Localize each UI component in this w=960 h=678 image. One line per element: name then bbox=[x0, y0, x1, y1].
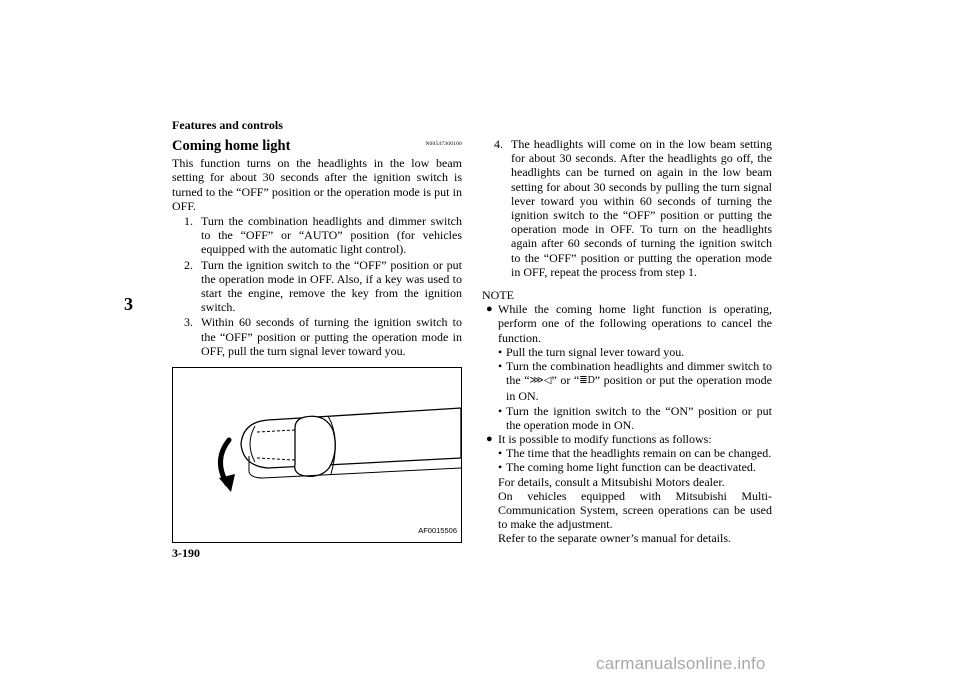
sub-text bbox=[506, 359, 772, 404]
step-number: 1. bbox=[184, 214, 193, 229]
sub-text: The coming home light function can be deactivated. bbox=[506, 460, 756, 475]
list-item bbox=[498, 446, 772, 460]
list-item bbox=[498, 345, 772, 359]
page-header: Features and controls bbox=[172, 118, 283, 132]
left-column bbox=[172, 137, 462, 543]
steps-list bbox=[172, 214, 462, 358]
right-column bbox=[482, 137, 772, 546]
chapter-marker: 3 bbox=[124, 294, 133, 314]
note-item bbox=[482, 302, 772, 432]
sub-text-part: Turn the combination headlights and dimmer switch to the “ bbox=[506, 359, 772, 388]
high-beam-icon: ≣D bbox=[579, 375, 595, 387]
sub-text: The time that the headlights remain on can be changed. bbox=[506, 446, 772, 461]
sub-bullet-icon: • bbox=[498, 460, 503, 475]
note-paragraph: Refer to the separate owner’s manual for details. bbox=[498, 531, 732, 546]
sub-bullet-icon: • bbox=[498, 403, 503, 418]
section-title: Coming home light bbox=[172, 138, 291, 154]
sub-bullet-icon: • bbox=[498, 446, 503, 461]
note-heading: NOTE bbox=[482, 288, 514, 303]
sub-text: Pull the turn signal lever toward you. bbox=[506, 344, 685, 359]
list-item bbox=[498, 404, 772, 432]
turn-signal-lever-icon bbox=[173, 368, 461, 542]
steps-list-continued bbox=[482, 137, 772, 279]
section-title-row bbox=[172, 137, 462, 153]
bullet-icon: ● bbox=[486, 303, 493, 316]
step-number: 4. bbox=[494, 137, 503, 151]
step-text: Within 60 seconds of turning the ignition switch to the “OFF” position or putting the operation mode in OFF, pull the turn signal lever toward you. bbox=[201, 315, 462, 358]
note-text: It is possible to modify functions as follows: bbox=[498, 432, 712, 447]
step-number: 3. bbox=[184, 315, 193, 330]
note-item bbox=[482, 432, 772, 546]
intro-paragraph: This function turns on the headlights in the low beam setting for about 30 seconds after the ignition switch is turned to the “OFF” position or the operation mode is put in OFF. bbox=[172, 156, 462, 213]
page-number: 3-190 bbox=[172, 546, 200, 560]
sub-bullet-icon: • bbox=[498, 344, 503, 359]
step-text: Turn the combination headlights and dimmer switch to the “OFF” or “AUTO” position (for vehicles equipped with the automatic light control). bbox=[201, 214, 462, 257]
list-item bbox=[498, 359, 772, 404]
section-code: N00547300100 bbox=[425, 141, 462, 147]
lever-illustration bbox=[172, 367, 462, 543]
note-paragraph: For details, consult a Mitsubishi Motors dealer. bbox=[498, 474, 725, 489]
watermark: carmanualsonline.info bbox=[596, 654, 766, 673]
figure-code: AF0015506 bbox=[418, 525, 457, 535]
sub-text-part: ” position or put the operation mode in ON. bbox=[506, 373, 772, 404]
list-item bbox=[172, 214, 462, 257]
sub-text: Turn the ignition switch to the “ON” position or put the operation mode in ON. bbox=[506, 403, 772, 432]
low-beam-icon: ⋙◁ bbox=[529, 375, 552, 387]
step-number: 2. bbox=[184, 257, 193, 272]
bullet-icon: ● bbox=[486, 433, 493, 446]
sub-bullet-icon: • bbox=[498, 359, 503, 374]
sub-text-part: ” or “ bbox=[551, 373, 580, 388]
list-item bbox=[172, 315, 462, 358]
step-text: Turn the ignition switch to the “OFF” position or put the operation mode in OFF. Also, if a key was used to start the engine, remove the key from the ignition switch. bbox=[201, 257, 462, 315]
list-item bbox=[172, 258, 462, 315]
note-paragraph: On vehicles equipped with Mitsubishi Multi-Communication System, screen operations can be used to make the adjustment. bbox=[498, 488, 772, 532]
list-item bbox=[498, 460, 772, 474]
step-text: The headlights will come on in the low beam setting for about 30 seconds. After the headlights go off, the headlights can be turned on again in the low beam setting for about 30 seconds by pulling the turn signal lever toward you within 60 seconds of turning the ignition switch to the “OFF” position or putting the operation mode in OFF. To turn on the headlights again after 60 seconds of turning the ignition switch to the “OFF” position or putting the operation mode in OFF, repeat the process from step 1. bbox=[511, 137, 772, 279]
note-text: While the coming home light function is operating, perform one of the following operations to cancel the function. bbox=[498, 302, 772, 345]
list-item bbox=[482, 137, 772, 279]
